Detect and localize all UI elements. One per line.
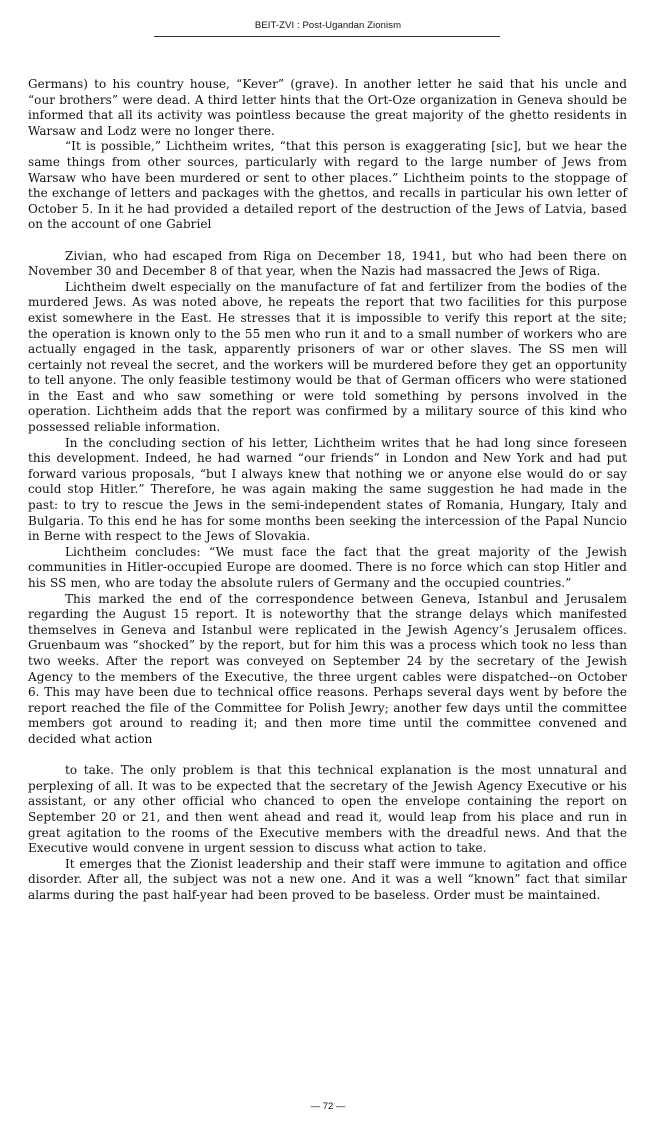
header-rule: [154, 36, 500, 37]
running-header: BEIT-ZVI : Post-Ugandan Zionism: [254, 20, 402, 31]
paragraph: to take. The only problem is that this technical explanation is the most unnatural and perplexing of all. It was to be expected that the secretary of the Jewish Agency Executive or his assistant, or any other official who chanced to open the envelope containing the report on September 20 or 21, and then went ahead and read it, would leap from his place and run in great agitation to the rooms of the Executive members with the dreadful news. And that the Executive would convene in urgent session to discuss what action to take.: [28, 763, 627, 856]
page-body: [28, 77, 627, 903]
paragraph: In the concluding section of his letter, Lichtheim writes that he had long since foreseen this development. Indeed, he had warned “our friends” in London and New York and had put forward various proposals, “but I always knew that nothing we or anyone else would do or say could stop Hitler.” Therefore, he was again making the same suggestion he had made in the past: to try to rescue the Jews in the semi-independent states of Romania, Hungary, Italy and Bulgaria. To this end he has for some months been seeking the intercession of the Papal Nuncio in Berne with respect to the Jews of Slovakia.: [28, 435, 627, 544]
page-number: — 72 —: [310, 1101, 346, 1112]
paragraph: It emerges that the Zionist leadership and their staff were immune to agitation and office disorder. After all, the subject was not a new one. And it was a well “known” fact that similar alarms during the past half-year had been proved to be baseless. Order must be maintained.: [28, 856, 627, 902]
paragraph: Germans) to his country house, “Kever” (grave). In another letter he said that his uncle and “our brothers” were dead. A third letter hints that the Ort-Oze organization in Geneva should be informed that all its activity was pointless because the great majority of the ghetto residents in Warsaw and Lodz were no longer there.: [28, 77, 627, 138]
paragraph: “It is possible,” Lichtheim writes, “that this person is exaggerating [sic], but we hear the same things from other sources, particularly with regard to the large number of Jews from Warsaw who have been murdered or sent to other places.” Lichtheim points to the stoppage of the exchange of letters and packages with the ghettos, and recalls in particular his own letter of October 5. In it he had provided a detailed report of the destruction of the Jews of Latvia, based on the account of one Gabriel: [28, 139, 627, 232]
paragraph: Lichtheim dwelt especially on the manufacture of fat and fertilizer from the bodies of the murdered Jews. As was noted above, he repeats the report that two facilities for this purpose exist somewhere in the East. He stresses that it is impossible to verify this report at the site; the operation is known only to the 55 men who run it and to a small number of workers who are actually engaged in the task, apparently prisoners of war or other slaves. The SS men will certainly not reveal the secret, and the workers will be murdered before they get an opportunity to tell anyone. The only feasible testimony would be that of German officers who were stationed in the East and who saw something or were told something by persons involved in the operation. Lichtheim adds that the report was confirmed by a military source of this kind who possessed reliable information.: [28, 279, 627, 435]
paragraph: Zivian, who had escaped from Riga on December 18, 1941, but who had been there on November 30 and December 8 of that year, when the Nazis had massacred the Jews of Riga.: [28, 248, 627, 279]
paragraph: This marked the end of the correspondence between Geneva, Istanbul and Jerusalem regarding the August 15 report. It is noteworthy that the strange delays which manifested themselves in Geneva and Istanbul were replicated in the Jewish Agency’s Jerusalem offices. Gruenbaum was “shocked” by the report, but for him this was a process which took no less than two weeks. After the report was conveyed on September 24 by the secretary of the Jewish Agency to the members of the Executive, the three urgent cables were dispatched--on October 6. This may have been due to technical office reasons. Perhaps several days went by before the report reached the file of the Committee for Polish Jewry; another few days until the committee members got around to reading it; and then more time until the committee convened and decided what action: [28, 591, 627, 746]
paragraph: Lichtheim concludes: “We must face the fact that the great majority of the Jewish communities in Hitler-occupied Europe are doomed. There is no force which can stop Hitler and his SS men, who are today the absolute rulers of Germany and the occupied countries.”: [28, 544, 627, 590]
